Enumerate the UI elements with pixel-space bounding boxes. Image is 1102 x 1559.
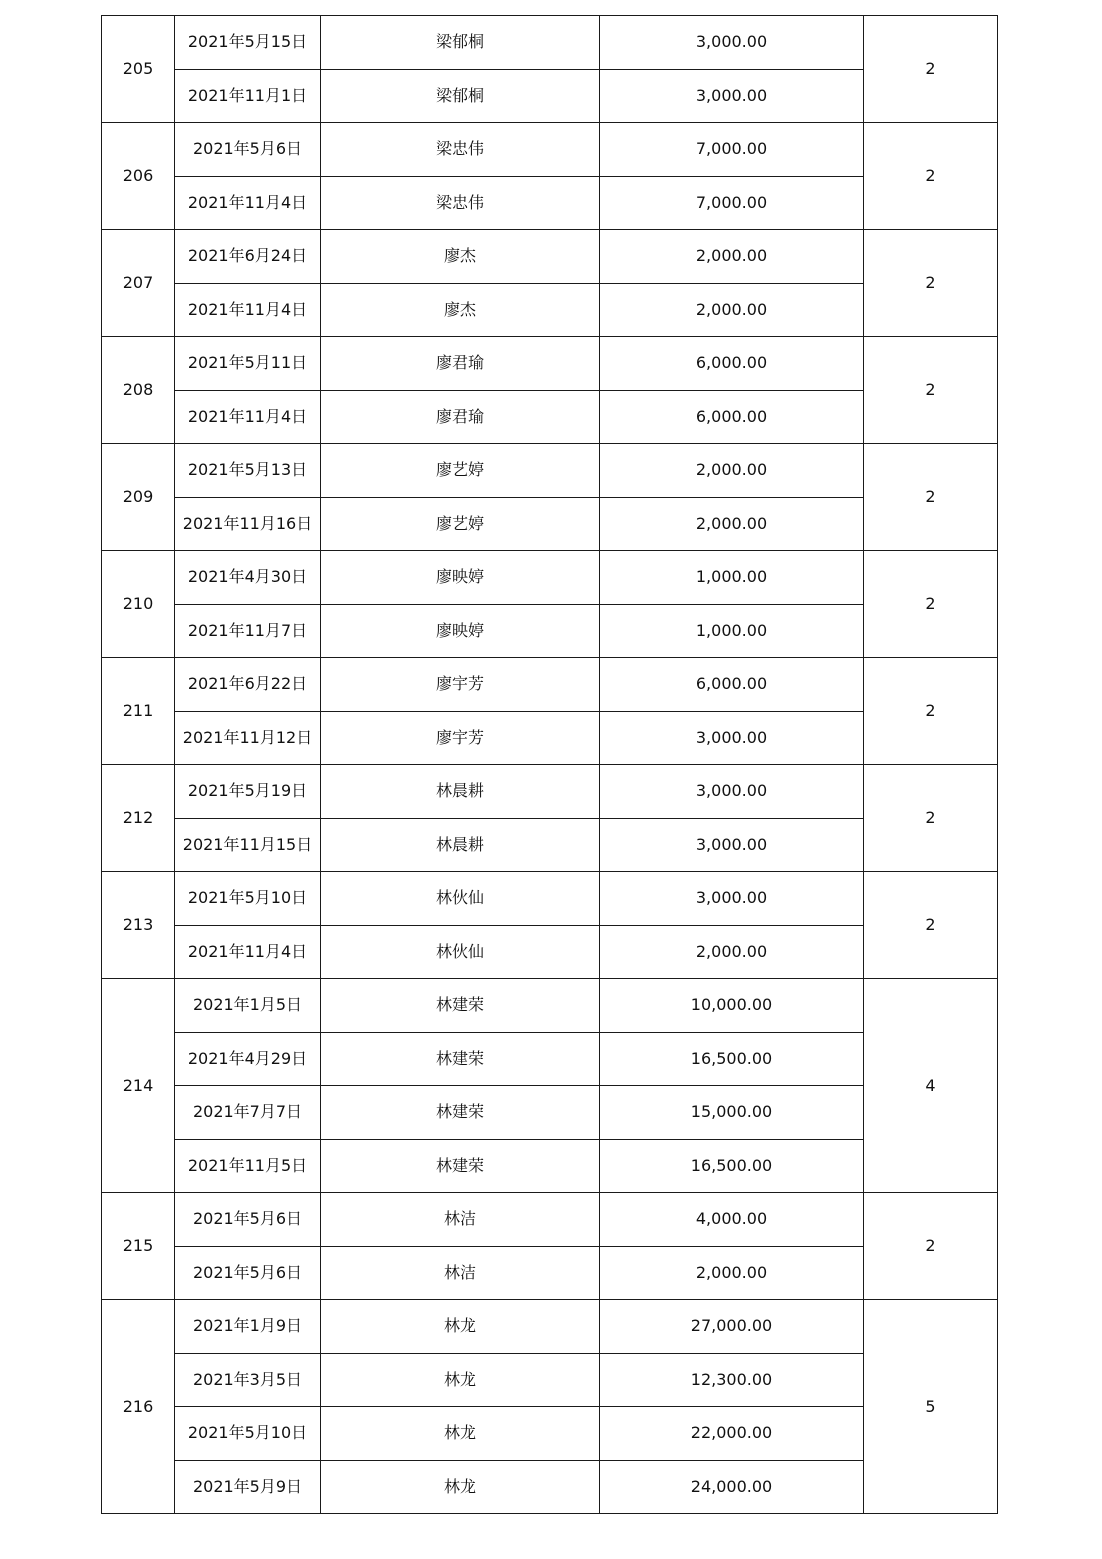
sequence-number-cell: 211	[102, 658, 175, 765]
name-cell: 林龙	[321, 1300, 600, 1354]
table-row	[102, 497, 998, 551]
date-cell: 2021年11月4日	[175, 390, 321, 444]
name-cell: 廖艺婷	[321, 497, 600, 551]
table-row	[102, 551, 998, 605]
name-cell: 廖映婷	[321, 604, 600, 658]
table-row	[102, 1086, 998, 1140]
date-cell: 2021年11月7日	[175, 604, 321, 658]
amount-cell: 2,000.00	[600, 444, 864, 498]
amount-cell: 4,000.00	[600, 1193, 864, 1247]
name-cell: 梁忠伟	[321, 176, 600, 230]
name-cell: 廖君瑜	[321, 337, 600, 391]
date-cell: 2021年11月4日	[175, 283, 321, 337]
table-row	[102, 1407, 998, 1461]
amount-cell: 27,000.00	[600, 1300, 864, 1354]
name-cell: 廖宇芳	[321, 658, 600, 712]
table-row	[102, 1246, 998, 1300]
table-row	[102, 444, 998, 498]
count-cell: 2	[864, 1193, 998, 1300]
amount-cell: 24,000.00	[600, 1460, 864, 1514]
amount-cell: 3,000.00	[600, 818, 864, 872]
amount-cell: 12,300.00	[600, 1353, 864, 1407]
date-cell: 2021年1月5日	[175, 979, 321, 1033]
count-cell: 4	[864, 979, 998, 1193]
table-row	[102, 69, 998, 123]
date-cell: 2021年11月15日	[175, 818, 321, 872]
amount-cell: 22,000.00	[600, 1407, 864, 1461]
name-cell: 林晨耕	[321, 818, 600, 872]
count-cell: 2	[864, 658, 998, 765]
amount-cell: 2,000.00	[600, 1246, 864, 1300]
amount-cell: 2,000.00	[600, 283, 864, 337]
amount-cell: 6,000.00	[600, 658, 864, 712]
name-cell: 梁郁桐	[321, 16, 600, 70]
date-cell: 2021年5月9日	[175, 1460, 321, 1514]
name-cell: 廖君瑜	[321, 390, 600, 444]
sequence-number-cell: 207	[102, 230, 175, 337]
name-cell: 廖宇芳	[321, 711, 600, 765]
payment-table	[101, 15, 998, 1514]
name-cell: 林建荣	[321, 979, 600, 1033]
amount-cell: 1,000.00	[600, 551, 864, 605]
table-row	[102, 604, 998, 658]
date-cell: 2021年5月15日	[175, 16, 321, 70]
date-cell: 2021年5月13日	[175, 444, 321, 498]
amount-cell: 15,000.00	[600, 1086, 864, 1140]
amount-cell: 3,000.00	[600, 872, 864, 926]
amount-cell: 2,000.00	[600, 230, 864, 284]
table-row	[102, 925, 998, 979]
date-cell: 2021年11月12日	[175, 711, 321, 765]
date-cell: 2021年11月4日	[175, 925, 321, 979]
table-row	[102, 1353, 998, 1407]
table-row	[102, 872, 998, 926]
sequence-number-cell: 210	[102, 551, 175, 658]
table-row	[102, 1139, 998, 1193]
name-cell: 林龙	[321, 1460, 600, 1514]
date-cell: 2021年5月6日	[175, 123, 321, 177]
table-body	[102, 16, 998, 1514]
sequence-number-cell: 205	[102, 16, 175, 123]
count-cell: 2	[864, 444, 998, 551]
date-cell: 2021年4月30日	[175, 551, 321, 605]
table-row	[102, 390, 998, 444]
date-cell: 2021年5月11日	[175, 337, 321, 391]
amount-cell: 2,000.00	[600, 497, 864, 551]
date-cell: 2021年6月24日	[175, 230, 321, 284]
amount-cell: 7,000.00	[600, 123, 864, 177]
table-row	[102, 979, 998, 1033]
table-row	[102, 765, 998, 819]
amount-cell: 1,000.00	[600, 604, 864, 658]
count-cell: 5	[864, 1300, 998, 1514]
table-row	[102, 123, 998, 177]
name-cell: 廖杰	[321, 283, 600, 337]
sequence-number-cell: 216	[102, 1300, 175, 1514]
date-cell: 2021年4月29日	[175, 1032, 321, 1086]
amount-cell: 7,000.00	[600, 176, 864, 230]
count-cell: 2	[864, 551, 998, 658]
date-cell: 2021年11月1日	[175, 69, 321, 123]
sequence-number-cell: 209	[102, 444, 175, 551]
count-cell: 2	[864, 230, 998, 337]
document-page	[101, 15, 998, 1514]
table-row	[102, 711, 998, 765]
date-cell: 2021年11月16日	[175, 497, 321, 551]
name-cell: 廖杰	[321, 230, 600, 284]
count-cell: 2	[864, 337, 998, 444]
table-row	[102, 818, 998, 872]
sequence-number-cell: 214	[102, 979, 175, 1193]
date-cell: 2021年1月9日	[175, 1300, 321, 1354]
table-row	[102, 1460, 998, 1514]
sequence-number-cell: 212	[102, 765, 175, 872]
table-row	[102, 1300, 998, 1354]
count-cell: 2	[864, 765, 998, 872]
date-cell: 2021年5月6日	[175, 1246, 321, 1300]
name-cell: 林晨耕	[321, 765, 600, 819]
sequence-number-cell: 208	[102, 337, 175, 444]
table-row	[102, 337, 998, 391]
date-cell: 2021年11月5日	[175, 1139, 321, 1193]
date-cell: 2021年5月6日	[175, 1193, 321, 1247]
table-row	[102, 283, 998, 337]
amount-cell: 3,000.00	[600, 711, 864, 765]
amount-cell: 3,000.00	[600, 16, 864, 70]
table-row	[102, 230, 998, 284]
table-row	[102, 16, 998, 70]
sequence-number-cell: 215	[102, 1193, 175, 1300]
amount-cell: 6,000.00	[600, 337, 864, 391]
name-cell: 林龙	[321, 1407, 600, 1461]
date-cell: 2021年5月10日	[175, 872, 321, 926]
date-cell: 2021年7月7日	[175, 1086, 321, 1140]
count-cell: 2	[864, 872, 998, 979]
name-cell: 梁忠伟	[321, 123, 600, 177]
name-cell: 林洁	[321, 1246, 600, 1300]
name-cell: 梁郁桐	[321, 69, 600, 123]
table-row	[102, 1193, 998, 1247]
table-row	[102, 1032, 998, 1086]
sequence-number-cell: 213	[102, 872, 175, 979]
sequence-number-cell: 206	[102, 123, 175, 230]
amount-cell: 16,500.00	[600, 1032, 864, 1086]
name-cell: 林龙	[321, 1353, 600, 1407]
date-cell: 2021年3月5日	[175, 1353, 321, 1407]
amount-cell: 3,000.00	[600, 69, 864, 123]
count-cell: 2	[864, 16, 998, 123]
amount-cell: 16,500.00	[600, 1139, 864, 1193]
name-cell: 林伙仙	[321, 872, 600, 926]
name-cell: 林建荣	[321, 1032, 600, 1086]
date-cell: 2021年6月22日	[175, 658, 321, 712]
table-row	[102, 658, 998, 712]
name-cell: 廖映婷	[321, 551, 600, 605]
name-cell: 林伙仙	[321, 925, 600, 979]
name-cell: 林建荣	[321, 1139, 600, 1193]
amount-cell: 3,000.00	[600, 765, 864, 819]
amount-cell: 10,000.00	[600, 979, 864, 1033]
amount-cell: 6,000.00	[600, 390, 864, 444]
count-cell: 2	[864, 123, 998, 230]
table-row	[102, 176, 998, 230]
name-cell: 林洁	[321, 1193, 600, 1247]
date-cell: 2021年5月10日	[175, 1407, 321, 1461]
date-cell: 2021年11月4日	[175, 176, 321, 230]
date-cell: 2021年5月19日	[175, 765, 321, 819]
amount-cell: 2,000.00	[600, 925, 864, 979]
name-cell: 廖艺婷	[321, 444, 600, 498]
name-cell: 林建荣	[321, 1086, 600, 1140]
